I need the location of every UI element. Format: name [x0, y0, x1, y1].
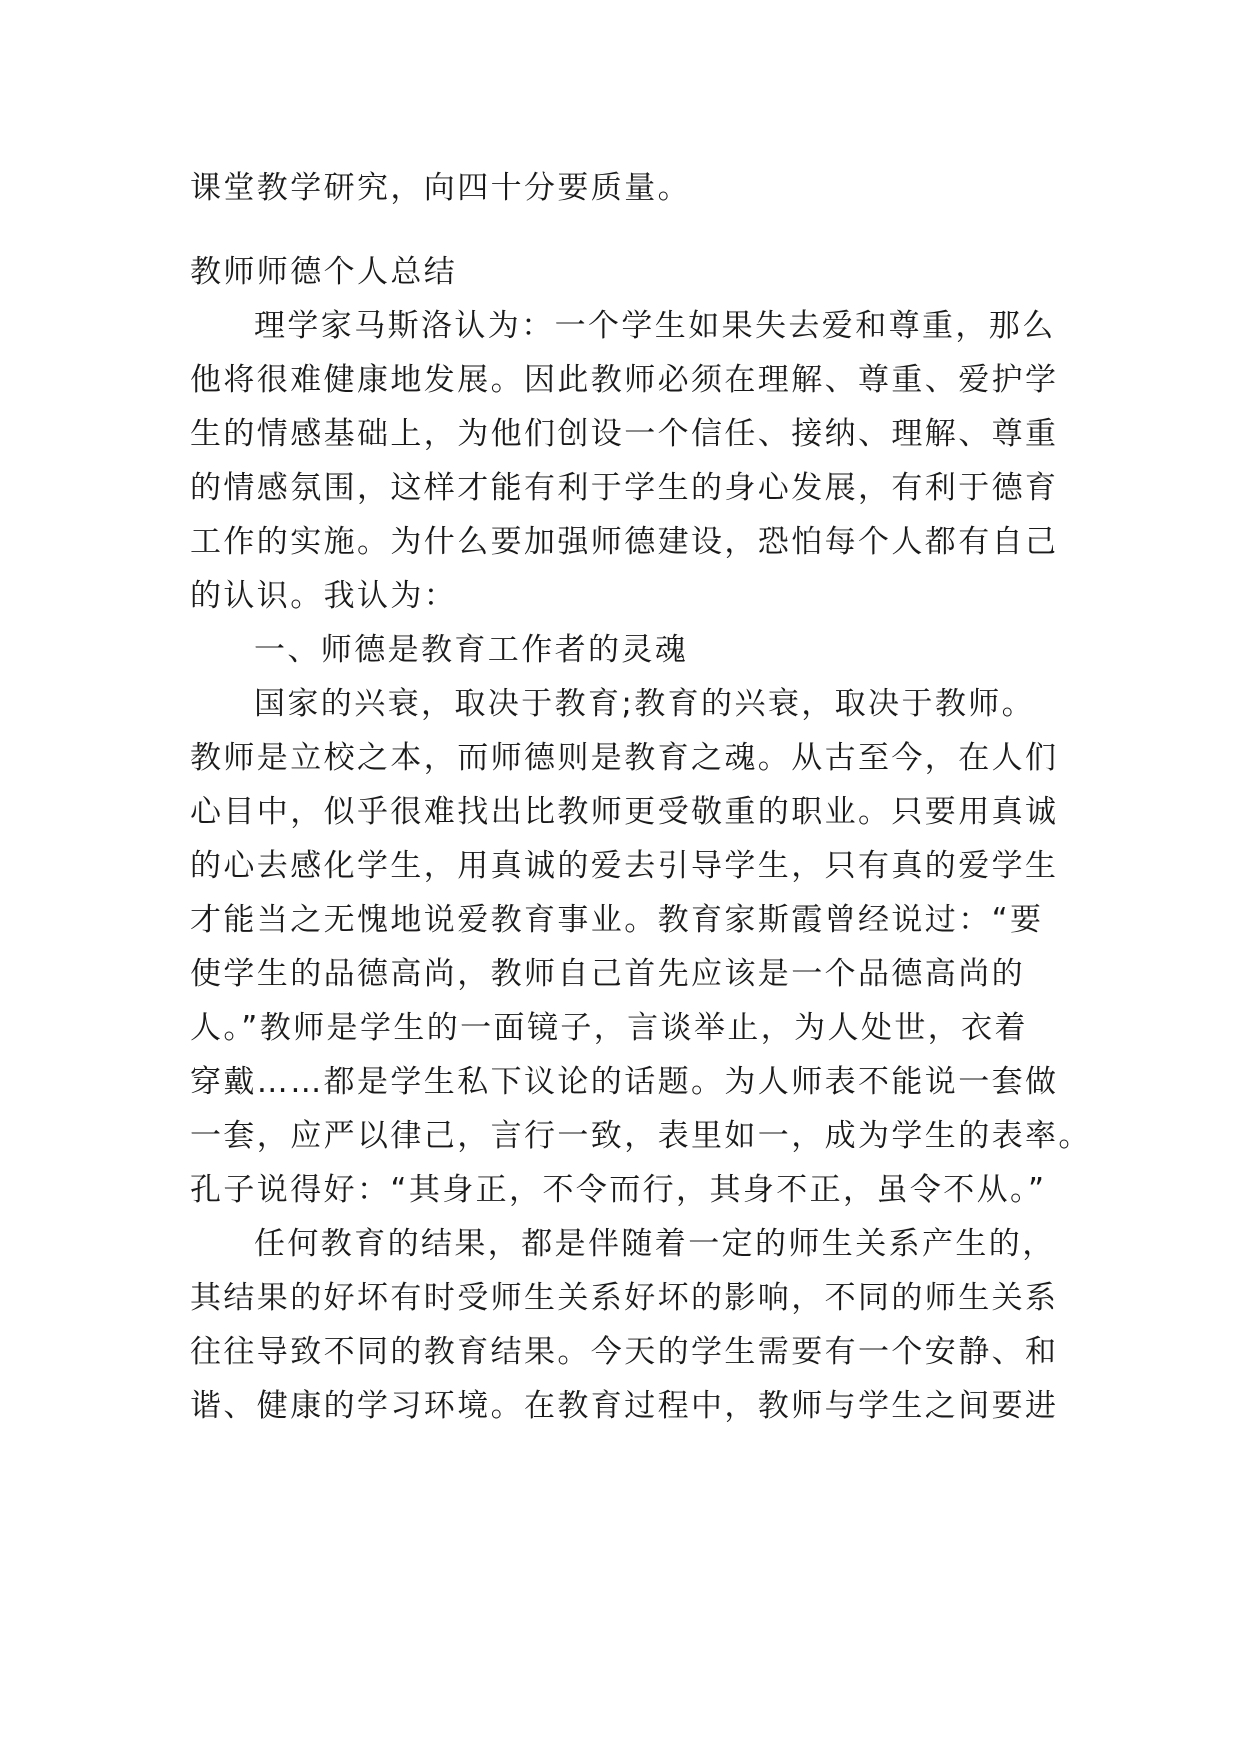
paragraph-line: 穿戴……都是学生私下议论的话题。为人师表不能说一套做 [190, 1064, 1059, 1100]
paragraph-line: 往往导致不同的教育结果。今天的学生需要有一个安静、和 [190, 1334, 1059, 1370]
paragraph-line: 使学生的品德高尚，教师自己首先应该是一个品德高尚的 [190, 956, 1025, 992]
paragraph-line: 他将很难健康地发展。因此教师必须在理解、尊重、爱护学 [190, 362, 1059, 398]
paragraph-line: 的情感氛围，这样才能有利于学生的身心发展，有利于德育 [190, 470, 1059, 506]
paragraph-line: 国家的兴衰，取决于教育;教育的兴衰，取决于教师。 [254, 686, 1036, 722]
paragraph-line: 其结果的好坏有时受师生关系好坏的影响，不同的师生关系 [190, 1280, 1059, 1316]
paragraph-line: 任何教育的结果，都是伴随着一定的师生关系产生的， [254, 1226, 1056, 1262]
paragraph-line: 生的情感基础上，为他们创设一个信任、接纳、理解、尊重 [190, 416, 1059, 452]
paragraph-line: 才能当之无愧地说爱教育事业。教育家斯霞曾经说过：“要 [190, 902, 1044, 938]
subheading: 一、师德是教育工作者的灵魂 [254, 632, 689, 668]
paragraph-line: 谐、健康的学习环境。在教育过程中，教师与学生之间要进 [190, 1388, 1059, 1424]
paragraph-line: 的认识。我认为： [190, 578, 458, 614]
paragraph-line: 工作的实施。为什么要加强师德建设，恐怕每个人都有自己 [190, 524, 1059, 560]
paragraph-line: 一套，应严以律己，言行一致，表里如一，成为学生的表率。 [190, 1118, 1092, 1154]
paragraph-line: 理学家马斯洛认为：一个学生如果失去爱和尊重，那么 [254, 308, 1056, 344]
paragraph-line: 孔子说得好：“其身正，不令而行，其身不正，虽令不从。” [190, 1172, 1047, 1208]
paragraph-line: 的心去感化学生，用真诚的爱去引导学生，只有真的爱学生 [190, 848, 1059, 884]
text-line: 课堂教学研究，向四十分要质量。 [190, 170, 691, 206]
paragraph-line: 教师是立校之本，而师德则是教育之魂。从古至今，在人们 [190, 740, 1059, 776]
paragraph-line: 心目中，似乎很难找出比教师更受敬重的职业。只要用真诚 [190, 794, 1059, 830]
section-title: 教师师德个人总结 [190, 254, 458, 290]
paragraph-line: 人。”教师是学生的一面镜子，言谈举止，为人处世，衣着 [190, 1010, 1028, 1046]
